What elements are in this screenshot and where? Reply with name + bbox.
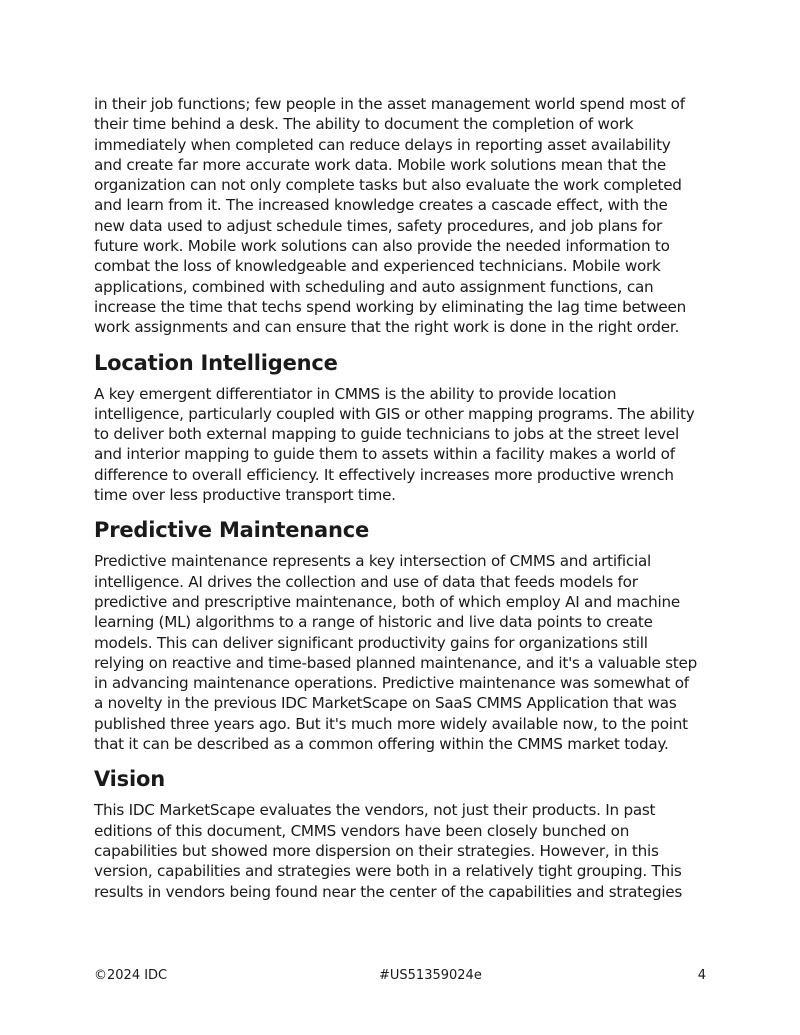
section-paragraph-location-intelligence: A key emergent differentiator in CMMS is the ability to provide location intelligence, particularly coupled with GIS or other mapping programs. The ability to deliver both external mapping to guide technicians to jobs at the street level and interior mapping to guide them to assets within a facility makes a world of difference to overall efficiency. It effectively increases more productive wrench time over less productive transport time.	[94, 384, 695, 505]
page-body	[94, 94, 702, 902]
section-paragraph-vision: This IDC MarketScape evaluates the vendors, not just their products. In past editions of this document, CMMS vendors have been closely bunched on capabilities but showed more dispersion on their strategies. However, in this version, capabilities and strategies were both in a relatively tight grouping. This results in vendors being found near the center of the capabilities and strategies	[94, 801, 683, 901]
footer-document-id: #US51359024e	[379, 968, 482, 983]
footer-copyright: ©2024 IDC	[94, 968, 168, 983]
footer-page-number: 4	[697, 968, 706, 983]
intro-paragraph: in their job functions; few people in the asset management world spend most of their time behind a desk. The ability to document the completion of work immediately when completed can reduce delays in reporting asset availability and create far more accurate work data. Mobile work solutions mean that the organization can not only complete tasks but also evaluate the work completed and learn from it. The increased knowledge creates a cascade effect, with the new data used to adjust schedule times, safety procedures, and job plans for future work. Mobile work solutions can also provide the needed information to combat the loss of knowledgeable and experienced technicians. Mobile work applications, combined with scheduling and auto assignment functions, can increase the time that techs spend working by eliminating the lag time between work assignments and can ensure that the right work is done in the right order.	[94, 95, 686, 337]
section-heading-predictive-maintenance: Predictive Maintenance	[94, 518, 370, 543]
section-paragraph-predictive-maintenance: Predictive maintenance represents a key intersection of CMMS and artificial intelligence. AI drives the collection and use of data that feeds models for predictive and prescriptive maintenance, both of which employ AI and machine learning (ML) algorithms to a range of historic and live data points to create models. This can deliver significant productivity gains for organizations still relying on reactive and time-based planned maintenance, and it's a valuable step in advancing maintenance operations. Predictive maintenance was somewhat of a novelty in the previous IDC MarketScape on SaaS CMMS Application that was published three years ago. But it's much more widely available now, to the point that it can be described as a common offering within the CMMS market today.	[94, 552, 697, 754]
section-heading-location-intelligence: Location Intelligence	[94, 350, 338, 375]
page-footer	[94, 966, 706, 986]
section-heading-vision: Vision	[94, 767, 165, 792]
